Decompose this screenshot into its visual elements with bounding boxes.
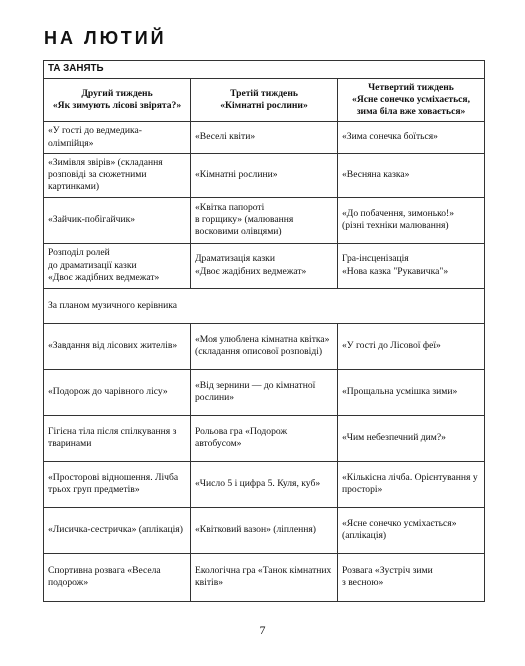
music-note: За планом музичного керівника — [44, 288, 485, 323]
table-cell: «У гості до Лісової феї» — [338, 323, 485, 369]
table-row — [44, 461, 485, 507]
table-cell: «До побачення, зимонько!» (різні техніки малювання) — [338, 197, 485, 243]
table-row — [44, 323, 485, 369]
column-header-week-4 — [338, 78, 485, 122]
table-cell: Розподіл ролей до драматизації казки «Двоє жадібних ведмежат» — [44, 243, 191, 288]
table-cell: «Прощальна усмішка зими» — [338, 369, 485, 415]
table-cell: «Лисичка-сестричка» (аплікація) — [44, 507, 191, 553]
table-cell: «Кімнатні рослини» — [191, 153, 338, 197]
table-row — [44, 415, 485, 461]
header-row — [44, 78, 485, 122]
table-cell: «У гості до ведмедика-олімпійця» — [44, 122, 191, 154]
table-cell: Драматизація казки «Двоє жадібних ведмежат» — [191, 243, 338, 288]
table-cell: Екологічна гра «Танок кімнатних квітів» — [191, 553, 338, 601]
column-header-week-2 — [44, 78, 191, 122]
table-cell: «Подорож до чарівного лісу» — [44, 369, 191, 415]
table-cell: «Просторові відношення. Лічба трьох груп предметів» — [44, 461, 191, 507]
table-title: ТА ЗАНЯТЬ — [44, 61, 485, 79]
table-row — [44, 122, 485, 154]
table-cell: «Число 5 і цифра 5. Куля, куб» — [191, 461, 338, 507]
table-title-row — [44, 61, 485, 79]
table-cell: «Веселі квіти» — [191, 122, 338, 154]
week-theme: «Ясне сонечко усміхається, зима біла вже ховається» — [352, 93, 470, 118]
week-label: Третій тиждень — [230, 87, 298, 99]
lesson-plan-table — [43, 60, 485, 602]
table-cell: «Завдання від лісових жителів» — [44, 323, 191, 369]
table-cell: «Зимівля звірів» (складання розповіді за сюжетними картинками) — [44, 153, 191, 197]
table-row — [44, 243, 485, 288]
table-cell: «Ясне сонечко усміхається» (аплікація) — [338, 507, 485, 553]
column-header-week-3 — [191, 78, 338, 122]
table-cell: Гра-інсценізація «Нова казка "Рукавичка"» — [338, 243, 485, 288]
week-label: Другий тиждень — [81, 87, 153, 99]
table-cell: «Зайчик-побігайчик» — [44, 197, 191, 243]
table-row — [44, 553, 485, 601]
table-cell: Розвага «Зустріч зими з весною» — [338, 553, 485, 601]
table-cell: Гігієна тіла після спілкування з тваринами — [44, 415, 191, 461]
table-cell: Рольова гра «Подорож автобусом» — [191, 415, 338, 461]
week-theme: «Як зимують лісові звірята?» — [52, 99, 182, 111]
table-cell: «Квітка папороті в горщику» (малювання восковими олівцями) — [191, 197, 338, 243]
table-cell: «Квітковий вазон» (ліплення) — [191, 507, 338, 553]
table-cell: «Моя улюблена кімнатна квітка» (складання описової розповіді) — [191, 323, 338, 369]
table-cell: «Від зернини — до кімнатної рослини» — [191, 369, 338, 415]
page-number: 7 — [259, 623, 266, 637]
table-cell: «Кількісна лічба. Орієнтування у просторі» — [338, 461, 485, 507]
page-heading: НА ЛЮТИЙ — [44, 28, 167, 48]
table-cell: «Весняна казка» — [338, 153, 485, 197]
music-note-row — [44, 288, 485, 323]
table-cell: «Зима сонечка боїться» — [338, 122, 485, 154]
week-label: Четвертий тиждень — [368, 81, 454, 93]
week-theme: «Кімнатні рослини» — [220, 99, 308, 111]
table-row — [44, 507, 485, 553]
table-row — [44, 197, 485, 243]
table-row — [44, 369, 485, 415]
table-cell: «Чим небезпечний дим?» — [338, 415, 485, 461]
table-row — [44, 153, 485, 197]
table-cell: Спортивна розвага «Весела подорож» — [44, 553, 191, 601]
